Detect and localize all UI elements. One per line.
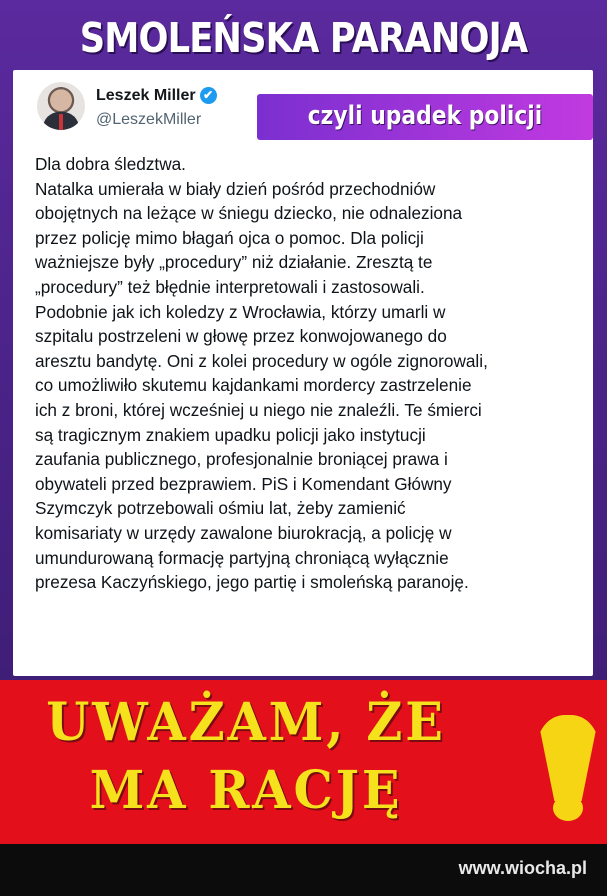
- subtitle-banner: [257, 94, 593, 140]
- bottom-text-line-2: MA RACJĘ: [89, 760, 403, 821]
- headline: SMOLEŃSKA PARANOJA: [79, 14, 528, 62]
- author-handle: @LeszekMiller: [96, 111, 202, 128]
- tweet-line: przez policję mimo błagań ojca o pomoc. Dla policji: [35, 227, 424, 248]
- author-name-text: Leszek Miller: [96, 87, 196, 104]
- tweet-line: „procedury” też błędnie interpretowali i zastosowali.: [35, 276, 425, 297]
- tweet-line: Natalka umierała w biały dzień pośród przechodniów: [35, 178, 436, 199]
- tweet-line: aresztu bandytę. Oni z kolei procedury w ogóle zignorowali,: [35, 350, 488, 371]
- tweet-line: komisariaty w urzędy zawalone biurokracją, a policję w: [35, 522, 452, 543]
- tweet-line: prezesa Kaczyńskiego, jego partię i smoleńską paranoję.: [35, 572, 469, 593]
- tweet-line: zaufania publicznego, profesjonalnie broniącej prawa i: [35, 449, 448, 470]
- tweet-line: są tragicznym znakiem upadku policji jako instytucji: [35, 424, 426, 445]
- tweet-line: ważniejsze były „procedury” niż działanie. Zresztą te: [35, 252, 433, 273]
- exclamation-dot-icon: [553, 795, 583, 821]
- footer-bar: [0, 844, 607, 896]
- tweet-line: ich z broni, której wcześniej u niego nie znaleźli. Te śmierci: [35, 399, 482, 420]
- tweet-card: [13, 70, 593, 676]
- verified-badge-icon: ✔: [200, 87, 217, 104]
- bottom-text-line-1: UWAŻAM, ŻE: [46, 692, 446, 753]
- tweet-line: obojętnych na leżące w śniegu dziecko, nie odnaleziona: [35, 203, 463, 224]
- watermark: www.wiocha.pl: [458, 858, 587, 878]
- tweet-line: Szymczyk potrzebowali ośmiu lat, żeby zamienić: [35, 498, 406, 519]
- tweet-line: obywateli przed bezprawiem. PiS i Komendant Główny: [35, 473, 452, 494]
- tweet-line: co umożliwiło skutemu kajdankami mordercy zastrzelenie: [35, 375, 472, 396]
- subtitle-text: czyli upadek policji: [307, 101, 543, 131]
- tweet-line: Podobnie jak ich koledzy z Wrocławia, którzy umarli w: [35, 301, 446, 322]
- avatar: [37, 82, 85, 130]
- author-name: [96, 87, 217, 105]
- tweet-line: umundurowaną formację partyjną chroniącą wyłącznie: [35, 547, 449, 568]
- tweet-line: Dla dobra śledztwa.: [35, 154, 186, 174]
- tweet-text: [35, 152, 581, 595]
- avatar-tie: [59, 114, 63, 130]
- tweet-line: szpitalu postrzeleni w głowę przez konwojowanego do: [35, 326, 447, 347]
